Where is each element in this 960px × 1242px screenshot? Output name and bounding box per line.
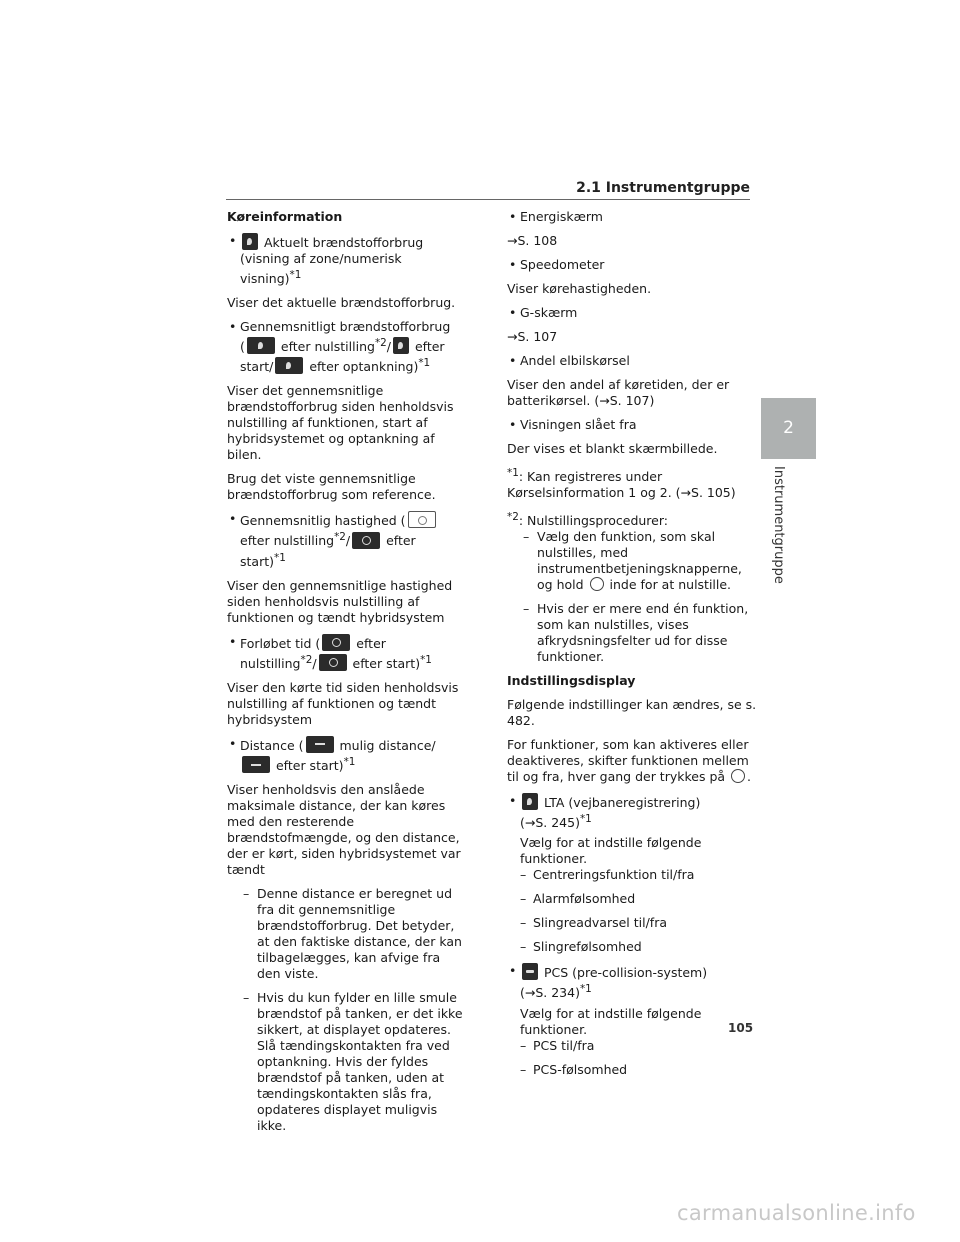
pcs-options (507, 1038, 757, 1078)
text: efter start) (275, 758, 344, 774)
footnote-mark: *1 (507, 467, 519, 479)
paragraph: Viser kørehastigheden. (507, 281, 652, 296)
text: (→S. 245) (520, 815, 580, 831)
text: : Kan registreres under Kørselsinformation 1 og 2. (→S. 105) (507, 469, 736, 501)
avg-speed-start-icon (352, 532, 380, 549)
watermark: carmanualsonline.info (677, 1201, 916, 1225)
footnote-ref: *1 (289, 269, 302, 281)
text: efter (356, 635, 386, 651)
text: Distance ( (240, 737, 304, 753)
text: efter (414, 339, 445, 355)
reset-procedures (507, 529, 757, 665)
section-title: 2.1 Instrumentgruppe (576, 180, 750, 196)
dash-item: – Alarmfølsomhed (507, 891, 757, 907)
paragraph: Viser den gennemsnitlige hastighed siden henholdsvis nulstilling af funktionen og tændt hybridsystem (227, 577, 453, 625)
paragraph: Der vises et blankt skærmbillede. (507, 441, 718, 456)
paragraph: Brug det viste gennemsnitlige brændstofforbrug som reference. (227, 471, 436, 503)
text: ( (240, 339, 245, 355)
text: For funktioner, som kan aktiveres eller deaktiveres, skifter funktionen mellem til og fra, hver gang der trykkes på (507, 737, 749, 785)
footnote-mark: *2 (507, 511, 519, 524)
avg-fuel-start-icon (393, 337, 409, 354)
right-column (507, 209, 757, 1086)
paragraph: Følgende indstillinger kan ændres, se s. 482. (507, 697, 757, 729)
footnote-1 (507, 465, 757, 501)
text: LTA (vejbaneregistrering) (543, 795, 701, 811)
bullet-speedometer: • Speedometer (507, 257, 757, 273)
text: efter optankning) (309, 359, 419, 375)
text: efter start) (240, 533, 416, 569)
footnote-ref: *1 (343, 755, 356, 768)
footnote-ref: *2 (334, 531, 346, 544)
bullet-energy-screen: • Energiskærm (507, 209, 757, 225)
ok-button-icon (731, 769, 745, 783)
text: (→S. 234) (520, 985, 580, 1001)
footnote-ref: *1 (274, 551, 286, 564)
paragraph: Vælg for at indstille følgende funktioner. (520, 835, 702, 867)
elapsed-time-reset-icon (322, 634, 350, 651)
page-reference[interactable]: →S. 108 (507, 233, 558, 248)
section-heading-settings: Indstillingsdisplay (507, 673, 636, 689)
text: Vælg den funktion, som skal nulstilles, med instrumentbetjeningsknapperne, og (537, 529, 742, 593)
bullet-g-screen: • G-skærm (507, 305, 757, 321)
dash-item (507, 529, 757, 593)
section-heading-koreinformation: Køreinformation (227, 209, 343, 224)
footnote-ref: *2 (374, 337, 387, 350)
text: / (312, 655, 317, 671)
text: efter nulstilling (280, 339, 375, 355)
text: nulstilling (240, 655, 301, 671)
text: . (747, 769, 752, 785)
page-reference[interactable]: →S. 107 (507, 329, 558, 344)
text: hold (556, 577, 584, 593)
fuel-drop-icon (242, 233, 258, 250)
paragraph: Viser den andel af køretiden, der er batterikørsel. (→S. 107) (507, 377, 730, 408)
text: / (345, 533, 351, 549)
left-column (227, 209, 463, 1142)
text: Forløbet tid ( (240, 635, 321, 651)
avg-speed-reset-icon (408, 511, 436, 528)
chapter-label: Instrumentgruppe (771, 466, 786, 584)
text: inde for at nulstille. (609, 577, 732, 593)
footnote-2 (507, 509, 757, 529)
dash-item: – Hvis der er mere end én funktion, som kan nulstilles, vises afkrydsningsfelter ud for disse funktioner. (507, 601, 757, 665)
bullet-ev-ratio: • Andel elbilskørsel (507, 353, 757, 369)
bullet-lta (507, 793, 757, 831)
paragraph: Viser den kørte tid siden henholdsvis nulstilling af funktionen og tændt hybridsystem (227, 679, 459, 727)
ok-button-icon (590, 577, 604, 591)
avg-fuel-refuel-icon (275, 357, 303, 374)
text: efter nulstilling (240, 533, 335, 549)
chapter-tab[interactable]: 2 (761, 398, 816, 459)
distance-range-icon (306, 736, 334, 753)
dash-item: – Centreringsfunktion til/fra (507, 867, 757, 883)
lta-options (507, 867, 757, 955)
text: : Nulstillingsprocedurer: (518, 513, 668, 529)
page-number: 105 (728, 1021, 754, 1035)
paragraph: Viser henholdsvis den anslåede maksimale distance, der kan køres med den resterende brændstofmængde, og den distance, der er kørt, siden hybridsystemet var tændt (227, 782, 461, 878)
paragraph (507, 737, 757, 785)
paragraph: Vælg for at indstille følgende funktioner. (520, 1005, 702, 1037)
footnote-ref: *1 (579, 813, 592, 826)
footnote-ref: *1 (420, 653, 432, 666)
lta-icon (522, 793, 538, 810)
dash-item: – PCS til/fra (507, 1038, 757, 1054)
text: mulig distance/ (339, 737, 436, 753)
text: efter start) (352, 655, 421, 671)
bullet-current-fuel (227, 233, 463, 287)
text: PCS (pre-collision-system) (543, 965, 708, 981)
text: Gennemsnitligt brændstofforbrug (240, 319, 451, 335)
dash-item: – Hvis du kun fylder en lille smule brændstof på tanken, er det ikke sikkert, at displayet opdateres. Slå tændingskontakten fra ved optankning. Hvis der fyldes brændstof på tanken, uden at tændingskontakten slås fra, opdateres displayet muligvis ikke. (227, 990, 463, 1134)
text: Gennemsnitlig hastighed ( (240, 513, 406, 529)
bullet-display-off: • Visningen slået fra (507, 417, 757, 433)
bullet-elapsed-time (227, 634, 463, 672)
dash-item: – PCS-følsomhed (507, 1062, 757, 1078)
footnote-ref: *2 (300, 653, 313, 666)
distance-notes (227, 886, 463, 1134)
paragraph: Viser det aktuelle brændstofforbrug. (227, 295, 456, 311)
avg-fuel-reset-icon (247, 337, 275, 354)
dash-item: – Denne distance er beregnet ud fra dit gennemsnitlige brændstofforbrug. Det betyder, at den faktiske distance, der kan tilbagelægges, kan afvige fra den viste. (227, 886, 463, 982)
dash-item: – Slingrefølsomhed (507, 939, 757, 955)
bullet-pcs (507, 963, 757, 1001)
footnote-ref: *1 (418, 357, 431, 370)
bullet-distance (227, 736, 463, 774)
text: start/ (240, 359, 274, 375)
bullet-average-speed (227, 511, 463, 569)
header-rule (226, 199, 750, 200)
paragraph: Viser det gennemsnitlige brændstofforbrug siden henholdsvis nulstilling af funktionen, start af hybridsystemet og optankning af bilen. (227, 383, 454, 463)
pcs-icon (522, 963, 538, 980)
distance-start-icon (242, 756, 270, 773)
bullet-average-fuel (227, 319, 463, 375)
dash-item: – Slingreadvarsel til/fra (507, 915, 757, 931)
text: Aktuelt brændstofforbrug (263, 235, 424, 250)
text: / (386, 339, 391, 355)
elapsed-time-start-icon (319, 654, 347, 671)
footnote-ref: *1 (579, 983, 592, 996)
text: (visning af zone/numerisk visning) (240, 251, 402, 287)
